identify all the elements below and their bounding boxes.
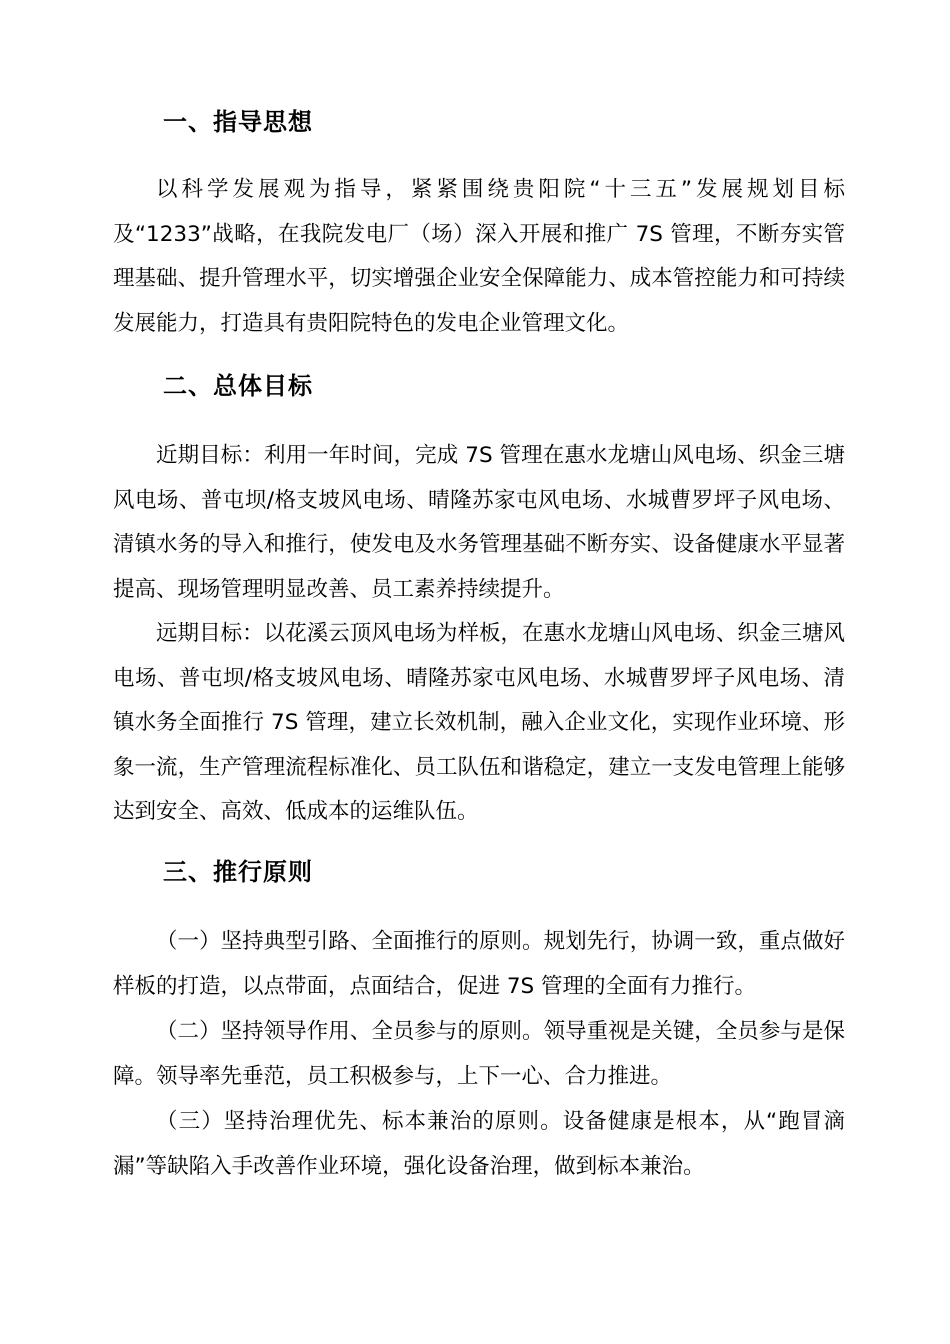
paragraph-principle-1: （一）坚持典型引路、全面推行的原则。规划先行，协调一致，重点做好样板的打造，以点带面，点面结合，促进 7S 管理的全面有力推行。 — [113, 929, 845, 999]
section-heading-principles: 三、推行原则 — [163, 858, 313, 886]
paragraph-near-term-goal: 近期目标：利用一年时间，完成 7S 管理在惠水龙塘山风电场、织金三塘风电场、普屯坝/格支坡风电场、晴隆苏家屯风电场、水城曹罗坪子风电场、清镇水务的导入和推行，使发电及水务管理基础不断夯实、设备健康水平显著提高、现场管理明显改善、员工素养持续提升。 — [113, 443, 845, 602]
paragraph-long-term-goal: 远期目标：以花溪云顶风电场为样板，在惠水龙塘山风电场、织金三塘风电场、普屯坝/格支坡风电场、晴隆苏家屯风电场、水城曹罗坪子风电场、清镇水务全面推行 7S 管理，建立长效机制，融入企业文化，实现作业环境、形象一流，生产管理流程标准化、员工队伍和谐稳定，建立一支发电管理上能够达到安全、高效、低成本的运维队伍。 — [113, 621, 845, 824]
paragraph-guiding-ideology: 以科学发展观为指导，紧紧围绕贵阳院“十三五”发展规划目标及“1233”战略，在我院发电厂（场）深入开展和推广 7S 管理，不断夯实管理基础、提升管理水平，切实增强企业安全保障能力、成本管控能力和可持续发展能力，打造具有贵阳院特色的发电企业管理文化。 — [113, 177, 845, 336]
section-heading-overall-goals: 二、总体目标 — [163, 372, 313, 400]
paragraph-principle-2: （二）坚持领导作用、全员参与的原则。领导重视是关键，全员参与是保障。领导率先垂范，员工积极参与，上下一心、合力推进。 — [113, 1019, 845, 1089]
paragraph-principle-3: （三）坚持治理优先、标本兼治的原则。设备健康是根本，从“跑冒滴漏”等缺陷入手改善作业环境，强化设备治理，做到标本兼治。 — [113, 1109, 845, 1179]
section-heading-guiding-ideology: 一、指导思想 — [163, 108, 313, 136]
